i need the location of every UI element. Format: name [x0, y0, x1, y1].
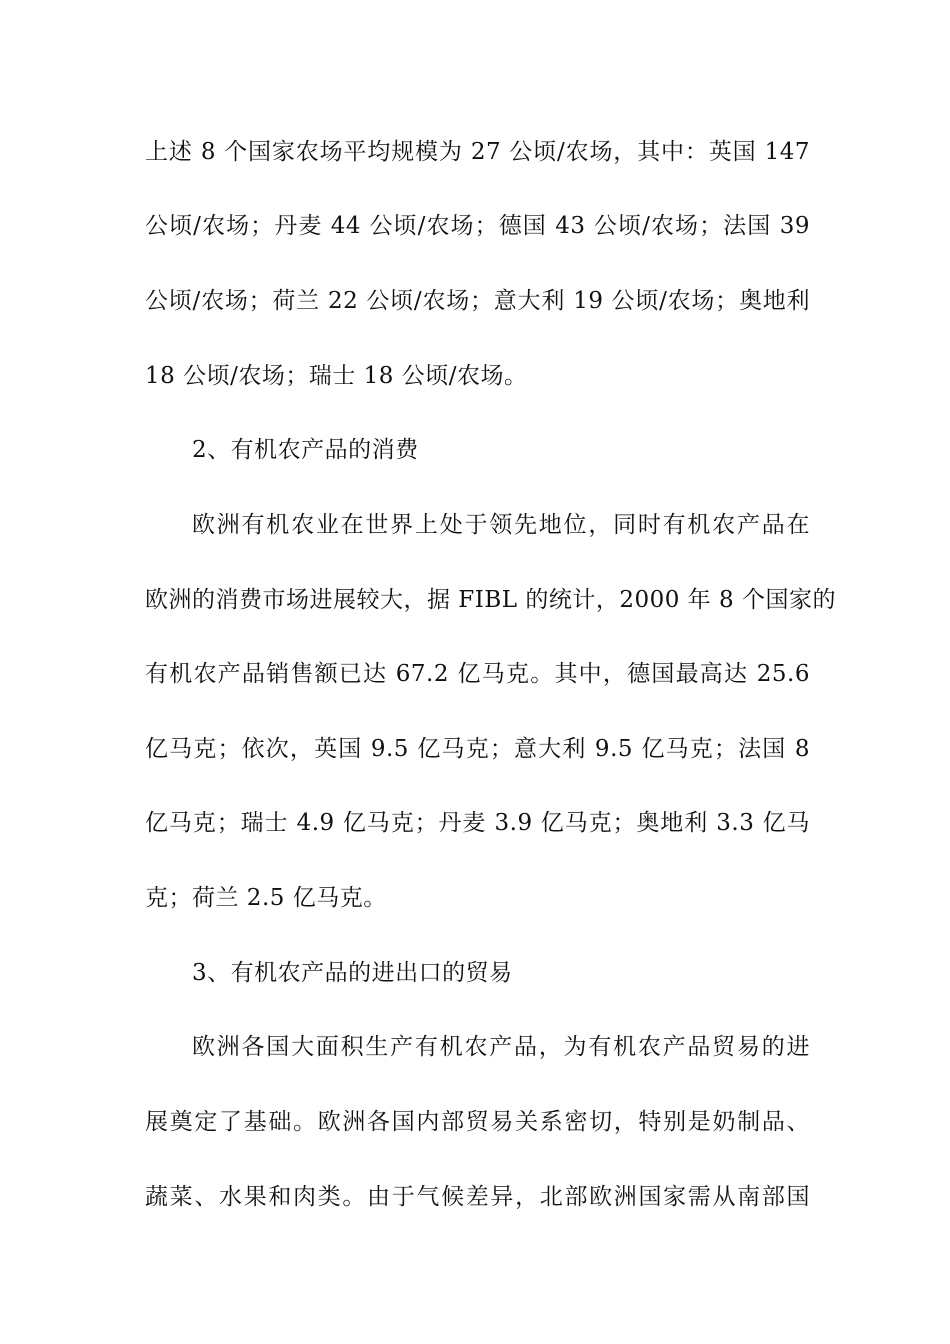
paragraph1-line-3: 公顷/农场；荷兰 22 公顷/农场；意大利 19 公顷/农场；奥地利 [145, 288, 810, 314]
paragraph1-line-4: 18 公顷/农场；瑞士 18 公顷/农场。 [145, 363, 528, 389]
paragraph1-line-2: 公顷/农场；丹麦 44 公顷/农场；德国 43 公顷/农场；法国 39 [145, 213, 810, 239]
section2-line-3: 有机农产品销售额已达 67.2 亿马克。其中，德国最高达 25.6 [145, 661, 810, 687]
section2-line-5: 亿马克；瑞士 4.9 亿马克；丹麦 3.9 亿马克；奥地利 3.3 亿马 [145, 810, 810, 836]
section2-line-4: 亿马克；依次，英国 9.5 亿马克；意大利 9.5 亿马克；法国 8 [145, 736, 810, 762]
paragraph1-line-1: 上述 8 个国家农场平均规模为 27 公顷/农场，其中：英国 147 [145, 139, 810, 165]
section2-line-6: 克；荷兰 2.5 亿马克。 [145, 885, 387, 911]
section3-heading: 3、有机农产品的进出口的贸易 [192, 960, 513, 986]
section2-line-2: 欧洲的消费市场进展较大，据 FIBL 的统计，2000 年 8 个国家的 [145, 587, 836, 613]
section3-line-2: 展奠定了基础。欧洲各国内部贸易关系密切，特别是奶制品、 [145, 1109, 810, 1135]
section3-line-1: 欧洲各国大面积生产有机农产品，为有机农产品贸易的进 [192, 1034, 810, 1060]
section2-heading: 2、有机农产品的消费 [192, 437, 419, 463]
section2-line-1: 欧洲有机农业在世界上处于领先地位，同时有机农产品在 [192, 512, 810, 538]
section3-line-3: 蔬菜、水果和肉类。由于气候差异，北部欧洲国家需从南部国 [145, 1184, 810, 1210]
